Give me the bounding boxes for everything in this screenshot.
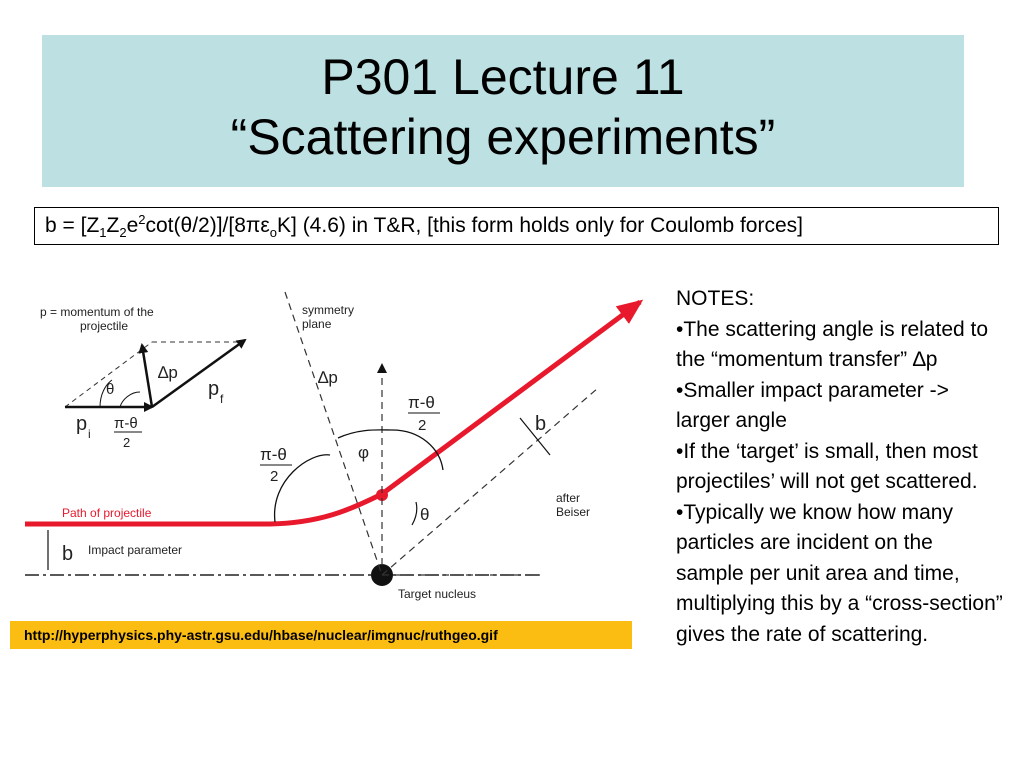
formula-part: Z [106, 214, 120, 237]
formula-part: e [126, 214, 139, 237]
momentum-label-2: projectile [80, 319, 129, 333]
two-left: 2 [270, 468, 279, 485]
p-i-label: p [76, 413, 88, 435]
theta-target-label: θ [420, 505, 430, 524]
two-right: 2 [418, 417, 427, 434]
projectile-path [25, 302, 640, 524]
formula-symbol: π [245, 214, 261, 237]
momentum-label-1: p = momentum of the [40, 305, 154, 319]
p-f-label: p [208, 378, 220, 400]
scattering-diagram [20, 280, 660, 615]
notes-heading: NOTES: [676, 287, 755, 310]
formula-part: K] (4.6) in T&R, [this form holds only for Coulomb forces] [277, 214, 803, 237]
formula-box [34, 207, 999, 245]
symmetry-plane-line [285, 292, 382, 575]
theta-arc [412, 502, 417, 525]
formula-part: /2)]/[8 [192, 214, 246, 237]
phi-label: φ [358, 443, 370, 462]
slide-title-line-2: “Scattering experiments” [230, 109, 776, 165]
impact-b-label: b [62, 543, 74, 565]
two-momentum: 2 [123, 435, 131, 450]
b-right-label: b [535, 413, 547, 435]
delta-p-label: ∆p [158, 363, 178, 382]
formula-sub: 1 [99, 225, 107, 241]
pi-theta-left: π-θ [260, 445, 287, 464]
formula-part: cot( [145, 214, 181, 237]
delta-p-axis-label: ∆p [318, 368, 338, 387]
notes-panel [676, 284, 1006, 650]
angle-arc-right [392, 430, 443, 470]
p-i-sub: i [88, 427, 91, 441]
formula-symbol: ε [260, 214, 270, 237]
formula-sub: 2 [119, 225, 127, 241]
after-label-1: after [556, 491, 581, 505]
notes-item: •Typically we know how many particles are incident on the sample per unit area and time, multiplying this by a “cross-section” gives the rate of scattering. [676, 500, 1003, 646]
notes-item: •Smaller impact parameter -> larger angle [676, 378, 949, 432]
symmetry-label-1: symmetry [302, 303, 354, 317]
target-label: Target nucleus [398, 587, 477, 601]
formula-part: b = [Z [45, 214, 100, 237]
formula-sup: 2 [138, 212, 146, 227]
notes-item: •If the ‘target’ is small, then most projectiles’ will not get scattered. [676, 439, 978, 493]
p-f-sub: f [220, 392, 224, 406]
pi-theta-momentum: π-θ [114, 415, 138, 432]
source-url[interactable]: http://hyperphysics.phy-astr.gsu.edu/hbase/nuclear/imgnuc/ruthgeo.gif [10, 621, 632, 649]
symmetry-label-2: plane [302, 317, 332, 331]
impact-parameter-label: Impact parameter [88, 543, 183, 557]
theta-momentum-label: θ [106, 381, 115, 398]
formula-sub: o [269, 225, 278, 241]
momentum-pi-theta-arc [120, 392, 140, 407]
path-label: Path of projectile [62, 506, 152, 520]
title-banner [42, 35, 964, 187]
angle-arc-mid [338, 430, 392, 438]
formula-symbol: θ [180, 214, 193, 237]
notes-item: •The scattering angle is related to the “momentum transfer” ∆p [676, 317, 989, 371]
after-label-2: Beiser [556, 505, 591, 519]
pi-theta-right: π-θ [408, 393, 435, 412]
delta-p-arrow [142, 345, 152, 407]
slide-title-line-1: P301 Lecture 11 [321, 49, 685, 105]
